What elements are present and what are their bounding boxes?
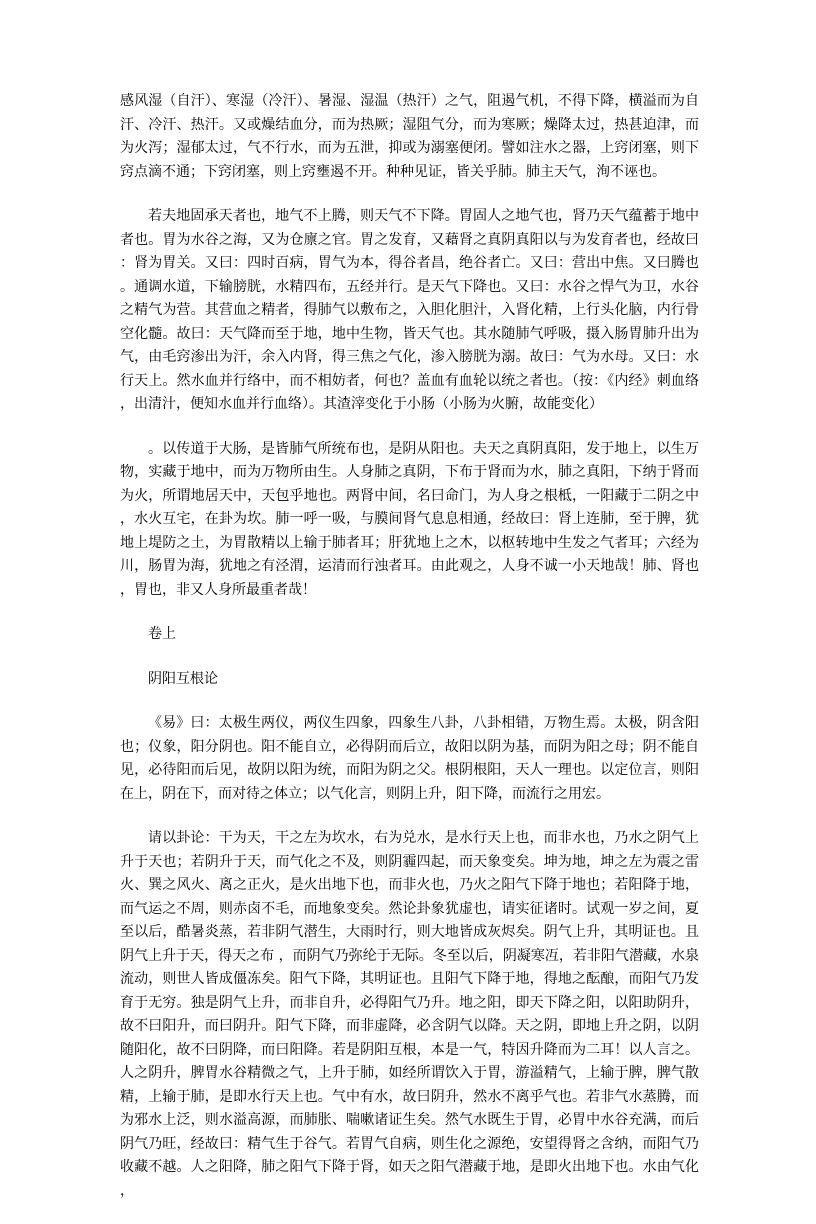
body-paragraph: 感风湿（自汗）、寒湿（冷汗）、暑湿、湿温（热汗）之气，阻遏气机，不得下降，横溢而为自汗、冷汗、热汗。又或燥结血分，而为热厥；湿阻气分，而为寒厥；燥降太过，热甚迫津，而为火泻；湿郁太过，气不行水，而为五泄，抑或为溺塞便闭。譬如注水之器，上窍闭塞，则下窍点滴不通；下窍闭塞，则上窍壅遏不开。种种见证，皆关乎肺。肺主天气，洵不诬也。 <box>120 93 699 180</box>
body-paragraph: 《易》曰：太极生两仪，两仪生四象，四象生八卦，八卦相错，万物生焉。太极，阴含阳也；仪象，阳分阴也。阳不能自立，必得阴而后立，故阳以阴为基，而阴为阳之母；阴不能自见，必待阳而后见，故阴以阳为统，而阳为阴之父。根阴根阳，天人一理也。以定位言，则阳在上，阴在下，而对待之体立；以气化言，则阴上升，阳下降，而流行之用宏。 <box>120 715 699 802</box>
body-paragraph: 。以传道于大肠，是皆肺气所统布也，是阴从阳也。夫天之真阴真阳，发于地上，以生万物，实藏于地中，而为万物所由生。人身肺之真阴，下布于肾而为水，肺之真阳，下纳于肾而为火，所谓地居天中，天包乎地也。两肾中间，名曰命门，为人身之根柢，一阳藏于二阴之中，水火互宅，在卦为坎。肺一呼一吸，与膜间肾气息息相通，经故曰：肾上连肺，至于脾，犹地上堤防之土，为胃散精以上输于肺者耳；肝犹地上之木，以枢转地中生发之气者耳；六经为川，肠胃为海，犹地之有泾渭，运清而行浊者耳。由此观之，人身不诚一小天地哉！肺、肾也，胃也，非又人身所最重者哉！ <box>120 440 699 598</box>
body-paragraph: 请以卦论：干为天，干之左为坎水，右为兑水，是水行天上也，而非水也，乃水之阴气上升于天也；若阴升于天，而气化之不及，则阴霾四起，而天象变矣。坤为地，坤之左为震之雷火、巽之风火、离之正火，是火出地下也，而非火也，乃火之阳气下降于地也；若阳降于地，而气运之不周，则赤卤不毛，而地象变矣。然论卦象犹虚也，请实征诸时。试观一岁之间，夏至以后，酷暑炎蒸，若非阴气潜生，大雨时行，则大地皆成灰烬矣。阴气上升，其明证也。且阴气上升于天，得天之布 ，而阴气乃弥纶于无际。冬至以后，阴凝寒冱，若非阳气潜藏，水泉流动，则世人皆成僵冻矣。阳气下降，其明证也。且阳气下降于地，得地之酝酿，而阳气乃发育于无穷。独是阴气上升，而非自升，必得阳气乃升。地之阳，即天下降之阳，以阳助阴升，故不曰阳升，而曰阴升。阳气下降，而非虚降，必含阴气以降。天之阴，即地上升之阴，以阴随阳化，故不曰阴降，而曰阳降。若是阴阳互根，本是一气，特因升降而为二耳！以人言之。人之阴升，脾胃水谷精微之气，上升于肺，如经所谓饮入于胃，游溢精气，上输于脾，脾气散精，上输于肺，是即水行天上也。气中有水，故曰阴升，然水不离乎气也。若非气水蒸腾，而为邪水上泛，则水溢高源，而肺胀、喘嗽诸证生矣。然气水既生于胃，必胃中水谷充满，而后阴气乃旺，经故曰：精气生于谷气。若胃气自病，则生化之源绝，安望得肾之含纳，而阳气乃收藏不越。人之阳降，肺之阳气下降于肾，如天之阳气潜藏于地，是即火出地下也。水由气化， <box>120 830 699 1199</box>
section-heading: 阴阳互根论 <box>148 670 218 687</box>
body-paragraph: 若夫地固承天者也，地气不上腾，则天气不下降。胃固人之地气也，肾乃天气蕴蓄于地中者也。胃为水谷之海，又为仓廪之官。胃之发育，又藉肾之真阴真阳以与为发育者也，经故曰：肾为胃关。又曰：四时百病，胃气为本，得谷者昌，绝谷者亡。又曰：营出中焦。又曰腾也。通调水道，下输膀胱，水精四布，五经并行。是天气下降也。又曰：水谷之悍气为卫，水谷之精气为营。其营血之精者，得肺气以敷布之，入胆化胆汁，入肾化精，上行头化脑，内行骨空化髓。故曰：天气降而至于地，地中生物，皆天气也。其水随肺气呼吸，摄入肠胃肺升出为气，由毛窍渗出为汗，余入内肾，得三焦之气化，渗入膀胱为溺。故曰：气为水母。又曰：水行天上。然水血并行络中，而不相妨者，何也？盖血有血轮以统之者也。（按：《内经》刺血络，出清汁，便知水血并行血络）。其渣滓变化于小肠（小肠为火腑，故能变化） <box>120 208 699 412</box>
section-heading: 卷上 <box>148 626 176 642</box>
document-page <box>120 90 699 1224</box>
